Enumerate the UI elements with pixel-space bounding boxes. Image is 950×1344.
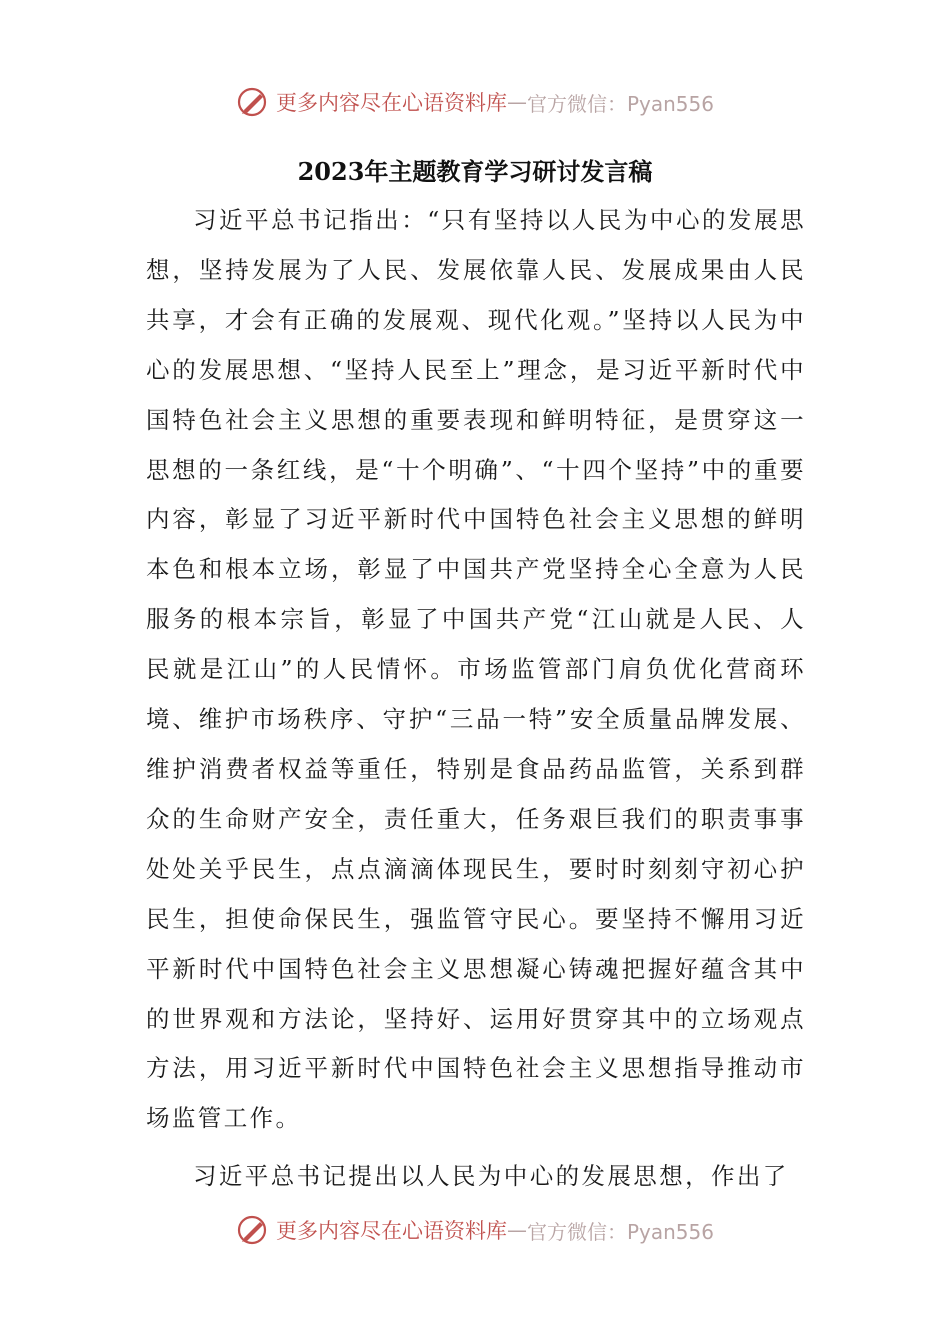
paragraph: 习近平总书记指出：“只有坚持以人民为中心的发展思想，坚持发展为了人民、发展依靠人民、发展成果由人民共享，才会有正确的发展观、现代化观。”坚持以人民为中心的发展思想、“坚持人民至上”理念，是习近平新时代中国特色社会主义思想的重要表现和鲜明特征，是贯穿这一思想的一条红线，是“十个明确”、“十四个坚持”中的重要内容，彰显了习近平新时代中国特色社会主义思想的鲜明本色和根本立场，彰显了中国共产党坚持全心全意为人民服务的根本宗旨，彰显了中国共产党“江山就是人民、人民就是江山”的人民情怀。市场监管部门肩负优化营商环境、维护市场秩序、守护“三品一特”安全质量品牌发展、维护消费者权益等重任，特别是食品药品监管，关系到群众的生命财产安全，责任重大，任务艰巨我们的职责事事处处关乎民生，点点滴滴体现民生，要时时刻刻守初心护民生，担使命保民生，强监管守民心。要坚持不懈用习近平新时代中国特色社会主义思想凝心铸魂把握好蕴含其中的世界观和方法论，坚持好、运用好贯穿其中的立场观点方法，用习近平新时代中国特色社会主义思想指导推动市场监管工作。 <box>146 206 806 1133</box>
document-title: 2023年主题教育学习研讨发言稿 <box>297 157 653 186</box>
watermark-main-text: 更多内容尽在心语资料库 <box>275 1219 507 1243</box>
watermark-sub-text: 官方微信：Pyan556 <box>526 1219 714 1244</box>
footer-watermark <box>0 1210 950 1250</box>
watermark-sub-text: 官方微信：Pyan556 <box>526 91 714 116</box>
watermark-dash: — <box>506 1218 527 1242</box>
document-body <box>146 196 806 1202</box>
header-watermark <box>0 82 950 122</box>
pen-circle-logo-icon <box>236 85 270 119</box>
watermark-dash: — <box>506 90 527 114</box>
paragraph: 习近平总书记提出以人民为中心的发展思想，作出了 <box>193 1162 789 1191</box>
watermark-main-text: 更多内容尽在心语资料库 <box>275 91 507 115</box>
pen-circle-logo-icon <box>236 1213 270 1247</box>
